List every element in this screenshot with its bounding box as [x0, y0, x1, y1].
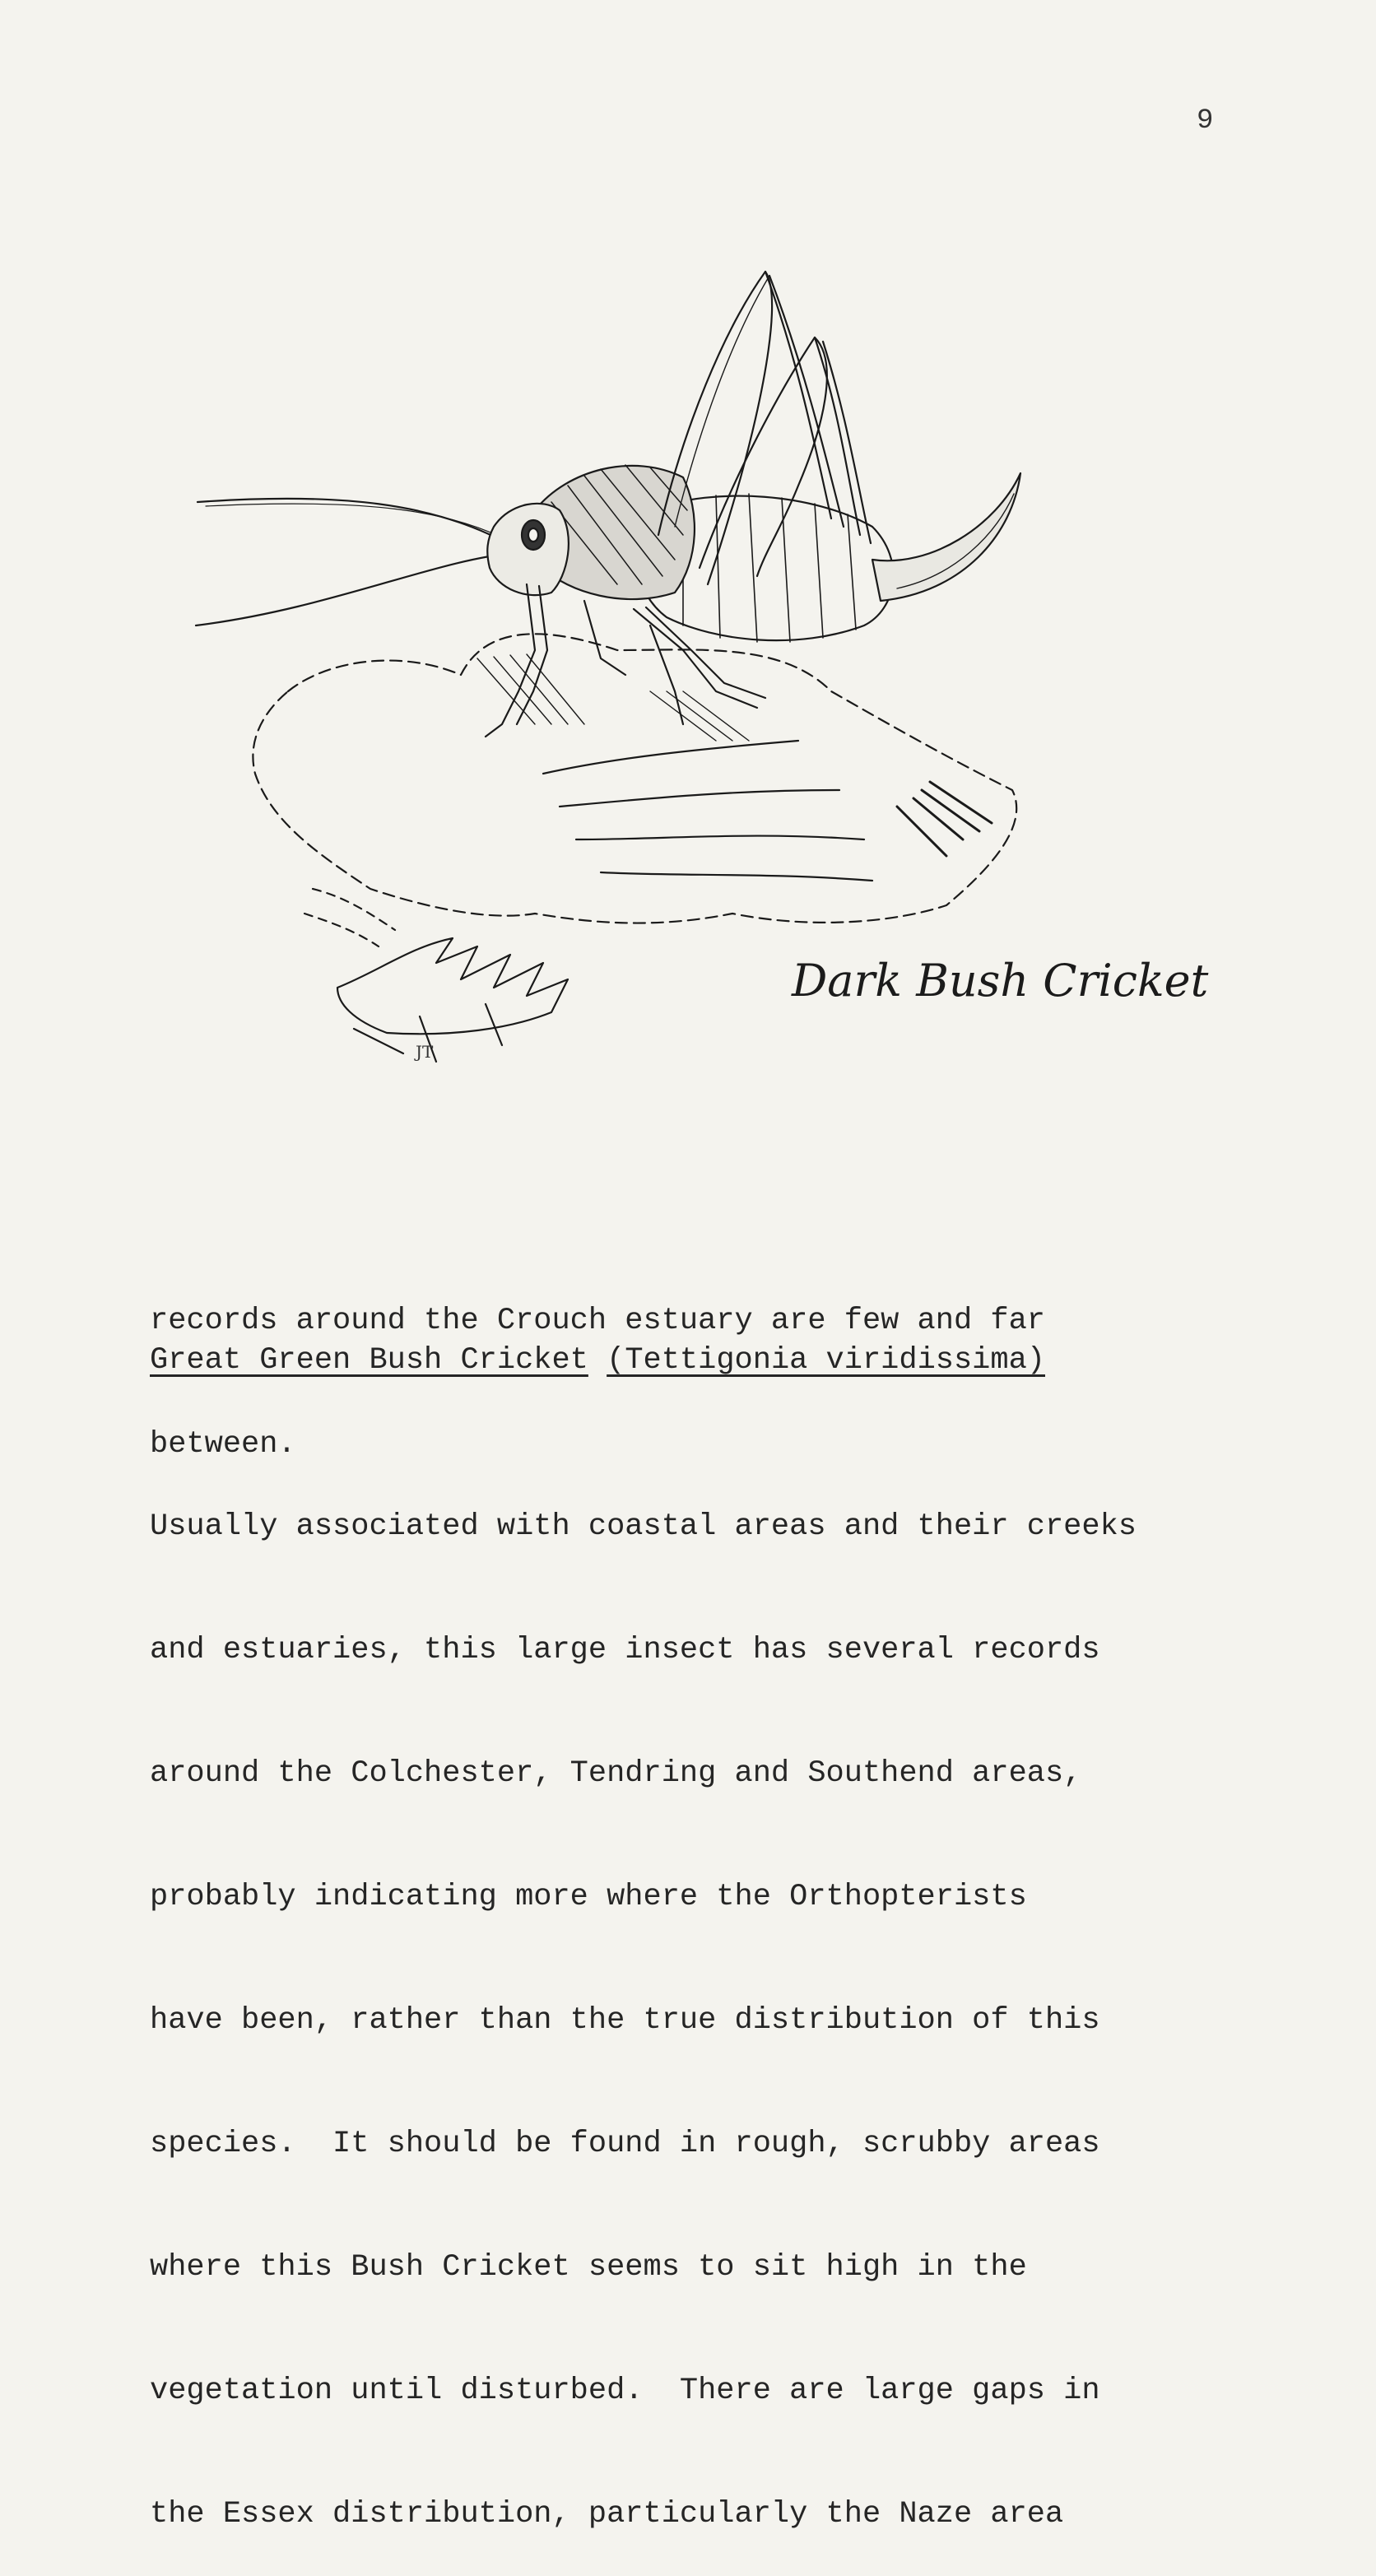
paragraph-line: records around the Crouch estuary are few and far: [150, 1304, 1045, 1338]
paragraph-line: and estuaries, this large insect has several records: [150, 1633, 1100, 1667]
species-latin-name: (Tettigonia viridissima): [607, 1343, 1045, 1378]
rock-outline: [253, 634, 1016, 923]
paragraph-line: species. It should be found in rough, scrubby areas: [150, 2127, 1100, 2161]
paragraph-line: the Essex distribution, particularly the Naze area: [150, 2497, 1064, 2532]
paragraph-2: [150, 1424, 1302, 2576]
dark-bush-cricket-illustration: [189, 263, 1202, 1070]
cricket-front-leg: [486, 584, 535, 737]
cricket-ovipositor: [872, 473, 1020, 601]
page-number: 9: [1197, 105, 1214, 137]
paragraph-line: around the Colchester, Tendring and Southend areas,: [150, 1756, 1082, 1791]
species-common-name: Great Green Bush Cricket: [150, 1343, 588, 1378]
illustration-caption: Dark Bush Cricket: [792, 955, 1209, 1007]
cricket-antenna-lower: [196, 553, 514, 625]
species-heading: [150, 1340, 1302, 1381]
illustrator-signature: JT: [416, 1042, 434, 1062]
paragraph-line: probably indicating more where the Orthopterists: [150, 1880, 1027, 1914]
paragraph-line: have been, rather than the true distribution of this: [150, 2003, 1100, 2038]
leaf-sprig: [337, 938, 568, 1034]
cricket-head: [487, 504, 569, 595]
paragraph-line: where this Bush Cricket seems to sit high in the: [150, 2250, 1027, 2285]
paragraph-line: between.: [150, 1427, 296, 1462]
paragraph-line: vegetation until disturbed. There are large gaps in: [150, 2374, 1100, 2408]
paragraph-line: Usually associated with coastal areas and their creeks: [150, 1509, 1137, 1544]
